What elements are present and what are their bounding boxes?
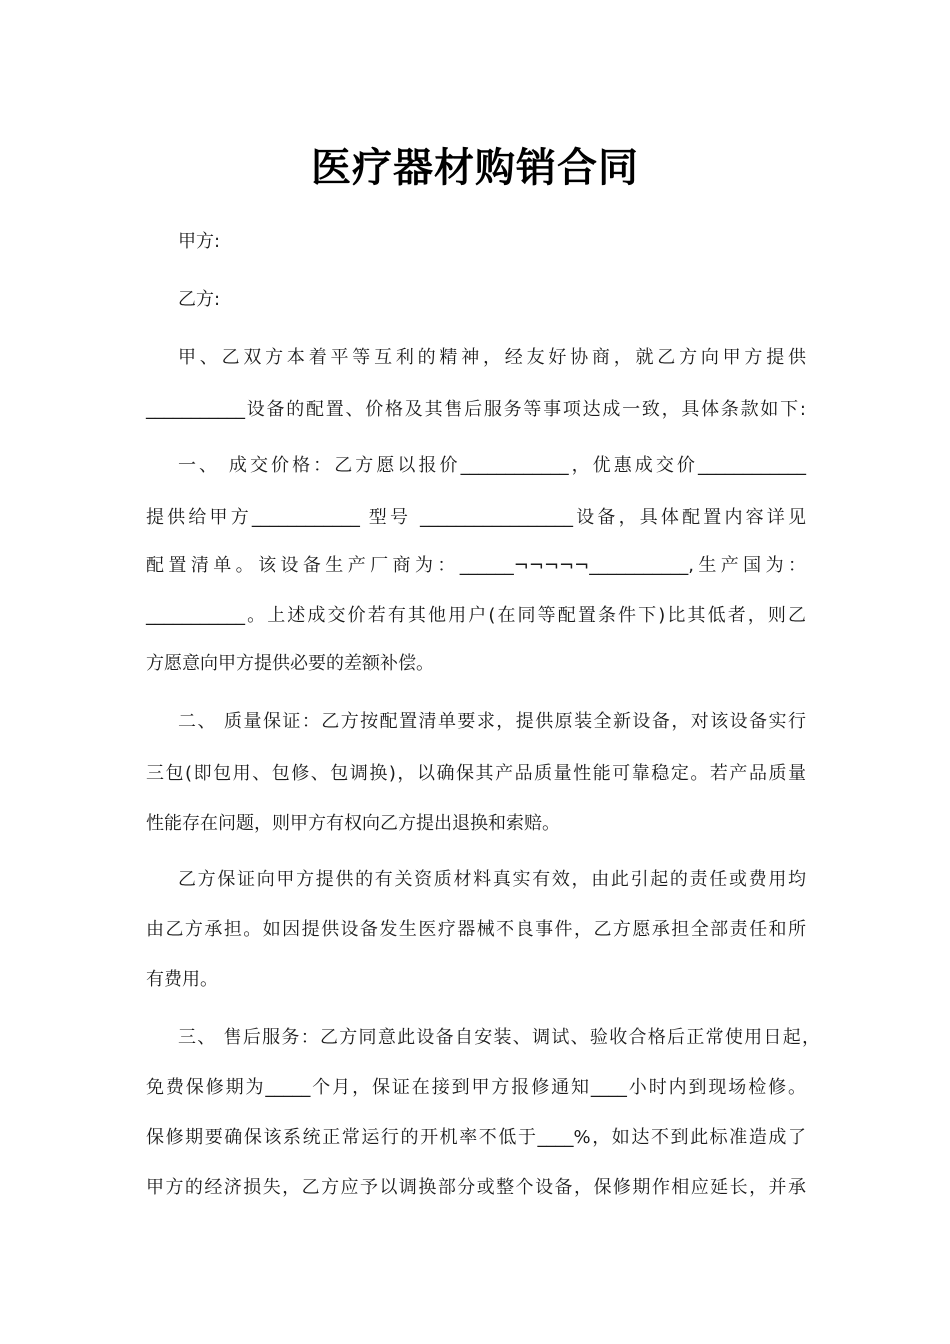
party-b-label: 乙方: bbox=[178, 289, 221, 310]
text-line: 配置清单。该设备生产厂商为：______¬¬¬¬¬___________,生产国为： bbox=[146, 555, 806, 576]
text-line: 免费保修期为_____个月，保证在接到甲方报修通知____小时内到现场检修。 bbox=[146, 1077, 806, 1098]
text-line: 性能存在问题，则甲方有权向乙方提出退换和索赔。 bbox=[146, 813, 560, 834]
document-title: 医疗器材购销合同 bbox=[311, 145, 639, 191]
text-line: 保修期要确保该系统正常运行的开机率不低于____%，如达不到此标准造成了 bbox=[146, 1127, 806, 1148]
text-line: 提供给甲方____________ 型号 _________________设备，具体配置内容详见 bbox=[146, 507, 806, 528]
text-line: 甲、乙双方本着平等互利的精神，经友好协商，就乙方向甲方提供 bbox=[178, 347, 806, 368]
text-line: 三、 售后服务：乙方同意此设备自安装、调试、验收合格后正常使用日起， bbox=[178, 1027, 820, 1048]
text-line: 由乙方承担。如因提供设备发生医疗器械不良事件，乙方愿承担全部责任和所 bbox=[146, 919, 806, 940]
text-line: 乙方保证向甲方提供的有关资质材料真实有效，由此引起的责任或费用均 bbox=[178, 869, 806, 890]
text-line: 三包(即包用、包修、包调换)，以确保其产品质量性能可靠稳定。若产品质量 bbox=[146, 763, 806, 784]
text-line: ___________。上述成交价若有其他用户(在同等配置条件下)比其低者，则乙 bbox=[146, 605, 806, 626]
text-line: ___________设备的配置、价格及其售后服务等事项达成一致，具体条款如下: bbox=[146, 399, 806, 420]
text-line: 方愿意向甲方提供必要的差额补偿。 bbox=[146, 653, 434, 674]
party-a-label: 甲方: bbox=[178, 231, 221, 252]
text-line: 有费用。 bbox=[146, 969, 218, 990]
text-line: 二、 质量保证：乙方按配置清单要求，提供原装全新设备，对该设备实行 bbox=[178, 711, 806, 732]
text-line: 甲方的经济损失，乙方应予以调换部分或整个设备，保修期作相应延长，并承 bbox=[146, 1177, 806, 1198]
text-line: 一、 成交价格：乙方愿以报价____________，优惠成交价____________ bbox=[178, 455, 806, 476]
